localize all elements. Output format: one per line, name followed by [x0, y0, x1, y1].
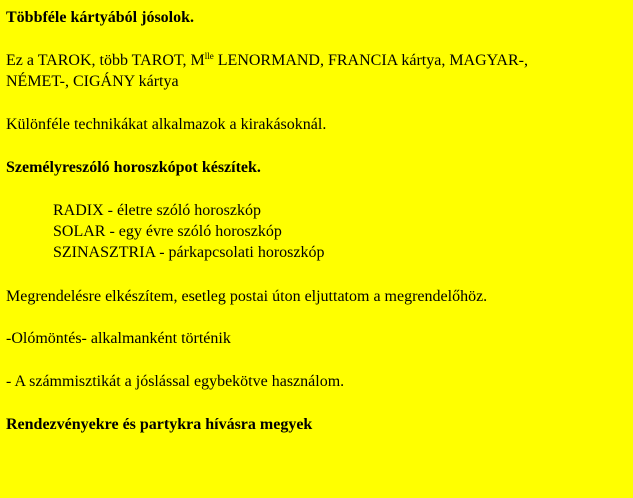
cards-line-1	[6, 51, 528, 71]
horoscope-type-solar: SOLAR - egy évre szóló horoszkóp	[53, 223, 282, 240]
cards-line-2: NÉMET-, CIGÁNY kártya	[6, 73, 179, 90]
cards-line-1-superscript: lle	[204, 51, 214, 61]
horoscope-type-synastry: SZINASZTRIA - párkapcsolati horoszkóp	[53, 244, 325, 261]
cards-line-1-prefix: Ez a TAROK, több TAROT, M	[6, 52, 205, 69]
lead-pouring-text: -Olómöntés- alkalmanként történik	[6, 330, 231, 347]
techniques-text: Különféle technikákat alkalmazok a kirakásoknál.	[6, 116, 327, 133]
order-info-text: Megrendelésre elkészítem, esetleg postai úton eljuttatom a megrendelőhöz.	[6, 288, 488, 305]
cards-line-1-suffix: LENORMAND, FRANCIA kártya, MAGYAR-,	[213, 52, 528, 69]
heading-events: Rendezvényekre és partykra hívásra megyek	[6, 416, 313, 433]
heading-horoscope: Személyreszóló horoszkópot készítek.	[6, 159, 261, 176]
horoscope-type-radix: RADIX - életre szóló horoszkóp	[53, 202, 261, 219]
heading-cards: Többféle kártyából jósolok.	[6, 9, 195, 26]
numerology-text: - A számmisztikát a jóslással egybekötve használom.	[6, 373, 345, 390]
